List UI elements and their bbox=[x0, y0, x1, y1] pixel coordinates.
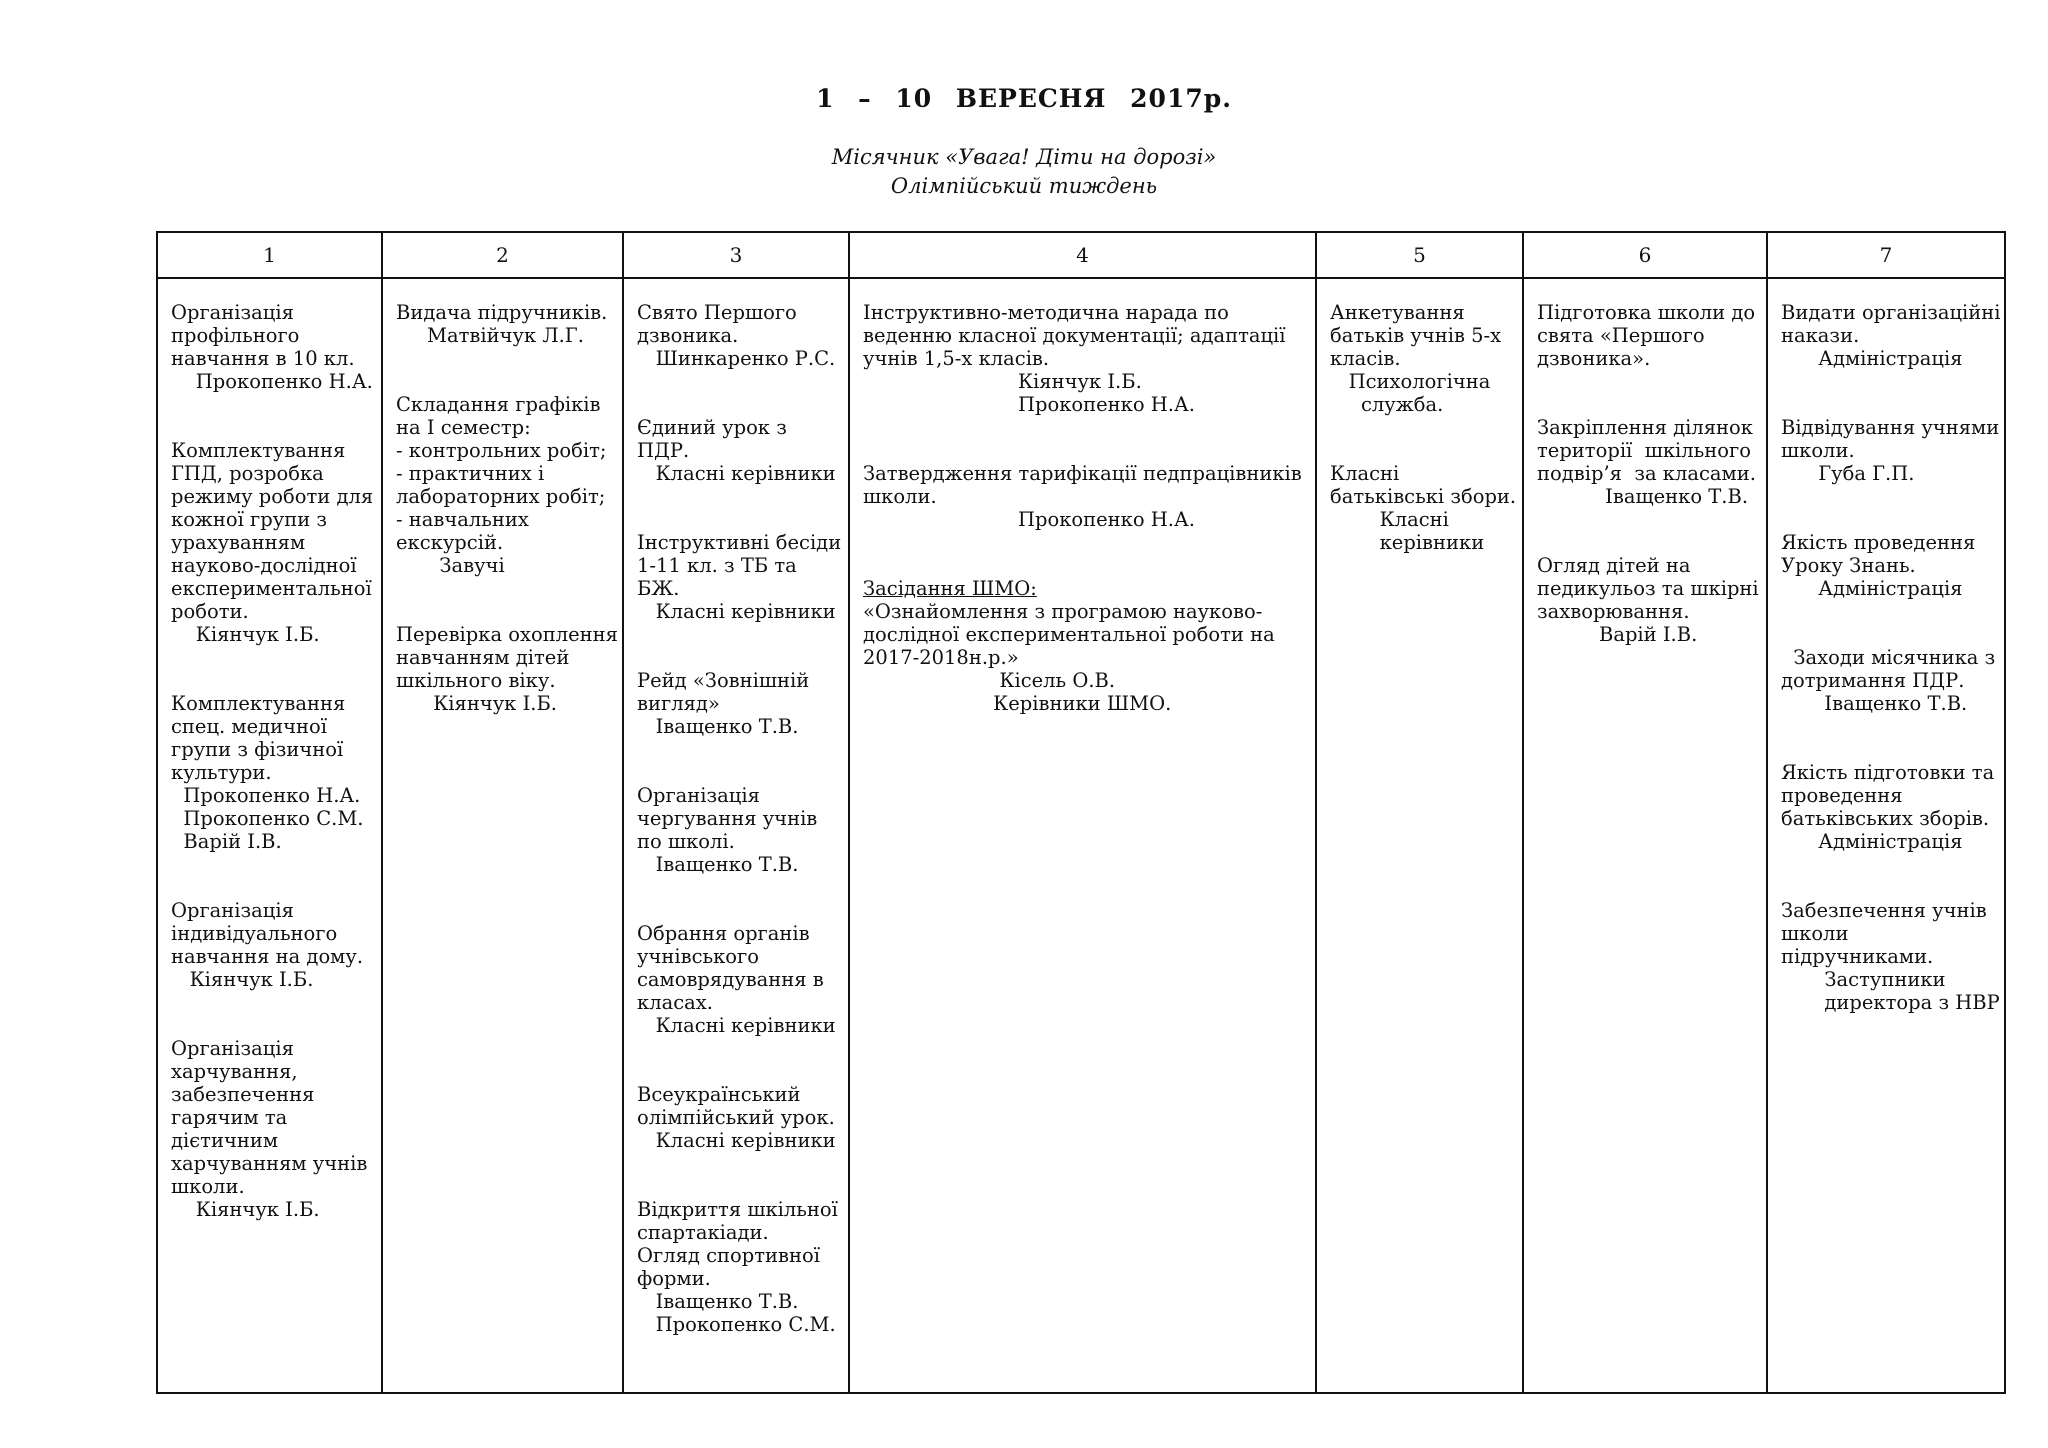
item-line: дослідної експериментальної роботи на bbox=[863, 623, 1275, 646]
item-line: Адміністрація bbox=[1781, 830, 1963, 853]
item-line: Обрання органів bbox=[637, 922, 810, 945]
item-line: кожної групи з bbox=[171, 508, 328, 531]
item-line: учнів 1,5-х класів. bbox=[863, 347, 1050, 370]
item-line: підручниками. bbox=[1781, 945, 1934, 968]
item-line: Класні bbox=[1330, 508, 1449, 531]
item-line: директора з НВР bbox=[1781, 991, 2000, 1014]
item-line: олімпійський урок. bbox=[637, 1106, 835, 1129]
item-line: Психологічна bbox=[1330, 370, 1491, 393]
item-line: ПДР. bbox=[637, 439, 690, 462]
item-line: Прокопенко С.М. bbox=[171, 807, 364, 830]
item-line: дієтичним bbox=[171, 1129, 279, 1152]
item-line: Підготовка школи до bbox=[1537, 301, 1756, 324]
plan-item bbox=[637, 922, 840, 1037]
column-cell-1 bbox=[157, 278, 382, 1393]
item-line: Прокопенко Н.А. bbox=[171, 370, 373, 393]
plan-item bbox=[1330, 301, 1514, 416]
plan-item bbox=[1781, 646, 1996, 715]
item-line: класах. bbox=[637, 991, 713, 1014]
item-line: урахуванням bbox=[171, 531, 306, 554]
plan-item bbox=[1537, 416, 1758, 508]
item-line: Класні керівники bbox=[637, 600, 836, 623]
column-header-7: 7 bbox=[1767, 232, 2005, 278]
item-line: - навчальних bbox=[396, 508, 529, 531]
item-line: Адміністрація bbox=[1781, 577, 1963, 600]
item-line: Комплектування bbox=[171, 692, 346, 715]
plan-item bbox=[1537, 301, 1758, 370]
item-line: Кіянчук І.Б. bbox=[171, 623, 320, 646]
plan-item bbox=[637, 784, 840, 876]
item-line: Огляд дітей на bbox=[1537, 554, 1691, 577]
plan-item bbox=[171, 1037, 373, 1221]
item-line: Кісель О.В. bbox=[863, 669, 1116, 692]
item-line: Іващенко Т.В. bbox=[637, 715, 799, 738]
item-line: педикульоз та шкірні bbox=[1537, 577, 1759, 600]
item-line: Якість підготовки та bbox=[1781, 761, 1995, 784]
plan-item bbox=[637, 301, 840, 370]
content-row bbox=[157, 278, 2005, 1393]
item-line: Свято Першого bbox=[637, 301, 797, 324]
item-line: Видача підручників. bbox=[396, 301, 608, 324]
item-line: Кіянчук І.Б. bbox=[863, 370, 1142, 393]
item-line: Керівники ШМО. bbox=[863, 692, 1172, 715]
item-line: Варій І.В. bbox=[1537, 623, 1698, 646]
item-line: служба. bbox=[1330, 393, 1444, 416]
item-line: ГПД, розробка bbox=[171, 462, 324, 485]
item-line: Комплектування bbox=[171, 439, 346, 462]
item-line: Прокопенко Н.А. bbox=[863, 508, 1195, 531]
page-title: 1 – 10 ВЕРЕСНЯ 2017р. bbox=[816, 84, 1232, 113]
item-line: школи bbox=[1781, 922, 1849, 945]
item-line: Закріплення ділянок bbox=[1537, 416, 1753, 439]
column-cell-3 bbox=[623, 278, 849, 1393]
item-line: лабораторних робіт; bbox=[396, 485, 606, 508]
item-line: Кіянчук І.Б. bbox=[396, 692, 557, 715]
item-line: батьків учнів 5-х bbox=[1330, 324, 1502, 347]
column-cell-2 bbox=[382, 278, 623, 1393]
item-line: школи. bbox=[171, 1175, 245, 1198]
item-line: Інструктивні бесіди bbox=[637, 531, 842, 554]
column-header-2: 2 bbox=[382, 232, 623, 278]
item-line: харчуванням учнів bbox=[171, 1152, 368, 1175]
plan-item bbox=[637, 669, 840, 738]
item-line: Іващенко Т.В. bbox=[637, 853, 799, 876]
column-cell-7 bbox=[1767, 278, 2005, 1393]
item-line: чергування учнів bbox=[637, 807, 818, 830]
plan-item bbox=[1781, 899, 2000, 1014]
item-line: учнівського bbox=[637, 945, 759, 968]
plan-item bbox=[863, 301, 1307, 416]
item-line: навчання на дому. bbox=[171, 945, 364, 968]
plan-item bbox=[637, 1083, 840, 1152]
item-line: Адміністрація bbox=[1781, 347, 1963, 370]
plan-item bbox=[171, 439, 373, 646]
item-line: веденню класної документації; адаптації bbox=[863, 324, 1286, 347]
item-line: Відвідування учнями bbox=[1781, 416, 2000, 439]
plan-item bbox=[863, 462, 1307, 531]
plan-item bbox=[1781, 416, 2000, 485]
item-line: Прокопенко Н.А. bbox=[171, 784, 361, 807]
item-line: дзвоника». bbox=[1537, 347, 1651, 370]
item-line: Класні керівники bbox=[637, 1014, 836, 1037]
item-line: Варій І.В. bbox=[171, 830, 282, 853]
item-line: «Ознайомлення з програмою науково- bbox=[863, 600, 1263, 623]
item-line: Відкриття шкільної bbox=[637, 1198, 838, 1221]
item-line: Організація bbox=[171, 899, 294, 922]
item-line: Забезпечення учнів bbox=[1781, 899, 1987, 922]
column-cell-5 bbox=[1316, 278, 1523, 1393]
item-line: на І семестр: bbox=[396, 416, 531, 439]
item-line: дзвоника. bbox=[637, 324, 739, 347]
item-line: Всеукраїнський bbox=[637, 1083, 801, 1106]
item-line: самоврядування в bbox=[637, 968, 824, 991]
item-line: експериментальної bbox=[171, 577, 372, 600]
item-line: подвір’я за класами. bbox=[1537, 462, 1756, 485]
item-line: Уроку Знань. bbox=[1781, 554, 1916, 577]
item-line: Прокопенко С.М. bbox=[637, 1313, 836, 1336]
item-line: - контрольних робіт; bbox=[396, 439, 607, 462]
item-line: Анкетування bbox=[1330, 301, 1465, 324]
item-line: по школі. bbox=[637, 830, 735, 853]
item-line: Затвердження тарифікації педпрацівників bbox=[863, 462, 1302, 485]
item-line: режиму роботи для bbox=[171, 485, 374, 508]
item-line: роботи. bbox=[171, 600, 249, 623]
item-line: території шкільного bbox=[1537, 439, 1751, 462]
plan-item bbox=[171, 899, 373, 991]
item-line: Якість проведення bbox=[1781, 531, 1976, 554]
plan-item bbox=[637, 1198, 840, 1336]
item-line: класів. bbox=[1330, 347, 1401, 370]
item-line: Завучі bbox=[396, 554, 505, 577]
item-line: спец. медичної bbox=[171, 715, 327, 738]
plan-item bbox=[1330, 462, 1517, 554]
item-line: Прокопенко Н.А. bbox=[863, 393, 1195, 416]
item-line: культури. bbox=[171, 761, 272, 784]
item-line: Огляд спортивної bbox=[637, 1244, 820, 1267]
item-line: Іващенко Т.В. bbox=[1781, 692, 1968, 715]
item-line: Інструктивно-методична нарада по bbox=[863, 301, 1229, 324]
item-line: групи з фізичної bbox=[171, 738, 344, 761]
item-line: науково-дослідної bbox=[171, 554, 357, 577]
plan-item bbox=[171, 301, 373, 393]
plan-item bbox=[396, 393, 614, 577]
item-line: БЖ. bbox=[637, 577, 680, 600]
item-heading: Засідання ШМО: bbox=[863, 577, 1037, 600]
column-header-5: 5 bbox=[1316, 232, 1523, 278]
item-line: шкільного віку. bbox=[396, 669, 556, 692]
plan-table bbox=[156, 231, 2006, 1394]
column-header-1: 1 bbox=[157, 232, 382, 278]
plan-item bbox=[396, 623, 618, 715]
item-line: екскурсій. bbox=[396, 531, 504, 554]
item-line: Організація bbox=[637, 784, 760, 807]
item-line: керівники bbox=[1330, 531, 1485, 554]
item-line: Іващенко Т.В. bbox=[637, 1290, 799, 1313]
item-line: Класні керівники bbox=[637, 1129, 836, 1152]
plan-item bbox=[1781, 301, 2001, 370]
item-line: Шинкаренко Р.С. bbox=[637, 347, 836, 370]
plan-item bbox=[863, 577, 1307, 715]
item-line: школи. bbox=[1781, 439, 1855, 462]
item-line: Організація bbox=[171, 1037, 294, 1060]
item-line: школи. bbox=[863, 485, 937, 508]
item-line: форми. bbox=[637, 1267, 711, 1290]
column-cell-4 bbox=[849, 278, 1316, 1393]
item-line: Іващенко Т.В. bbox=[1537, 485, 1749, 508]
column-header-6: 6 bbox=[1523, 232, 1767, 278]
item-line: Складання графіків bbox=[396, 393, 601, 416]
plan-item bbox=[1781, 531, 1996, 600]
item-line: - практичних і bbox=[396, 462, 545, 485]
item-line: профільного bbox=[171, 324, 300, 347]
column-header-4: 4 bbox=[849, 232, 1316, 278]
item-line: Класні bbox=[1330, 462, 1400, 485]
item-line: Класні керівники bbox=[637, 462, 836, 485]
item-line: вигляд» bbox=[637, 692, 720, 715]
item-line: Рейд «Зовнішній bbox=[637, 669, 810, 692]
item-line: Єдиний урок з bbox=[637, 416, 787, 439]
item-line: Заступники bbox=[1781, 968, 1946, 991]
column-cell-6 bbox=[1523, 278, 1767, 1393]
subtitle-month: Місячник «Увага! Діти на дорозі» bbox=[831, 145, 1217, 169]
item-line: спартакіади. bbox=[637, 1221, 769, 1244]
item-line: Організація bbox=[171, 301, 294, 324]
item-line: забезпечення bbox=[171, 1083, 315, 1106]
item-line: накази. bbox=[1781, 324, 1860, 347]
item-line: Видати організаційні bbox=[1781, 301, 2001, 324]
plan-item bbox=[637, 531, 840, 623]
plan-item bbox=[171, 692, 373, 853]
item-line: захворювання. bbox=[1537, 600, 1690, 623]
item-line: батьківських зборів. bbox=[1781, 807, 1990, 830]
plan-item bbox=[1781, 761, 1996, 853]
item-line: проведення bbox=[1781, 784, 1903, 807]
item-line: Матвійчук Л.Г. bbox=[396, 324, 584, 347]
item-line: навчанням дітей bbox=[396, 646, 570, 669]
column-header-3: 3 bbox=[623, 232, 849, 278]
item-line: Перевірка охоплення bbox=[396, 623, 618, 646]
item-line: Кіянчук І.Б. bbox=[171, 968, 314, 991]
plan-item bbox=[637, 416, 840, 485]
item-line: дотримання ПДР. bbox=[1781, 669, 1965, 692]
item-line: свята «Першого bbox=[1537, 324, 1705, 347]
item-line: індивідуального bbox=[171, 922, 338, 945]
item-line: батьківські збори. bbox=[1330, 485, 1517, 508]
plan-item bbox=[396, 301, 614, 347]
item-line: харчування, bbox=[171, 1060, 298, 1083]
item-line: навчання в 10 кл. bbox=[171, 347, 355, 370]
item-line: 1-11 кл. з ТБ та bbox=[637, 554, 797, 577]
header-row bbox=[157, 232, 2005, 278]
item-line: Губа Г.П. bbox=[1781, 462, 1915, 485]
plan-item bbox=[1537, 554, 1758, 646]
item-line: Заходи місячника з bbox=[1781, 646, 1996, 669]
item-line: гарячим та bbox=[171, 1106, 288, 1129]
item-line: Кіянчук І.Б. bbox=[171, 1198, 320, 1221]
subtitle-week: Олімпійський тиждень bbox=[890, 174, 1158, 198]
item-line: 2017-2018н.р.» bbox=[863, 646, 1019, 669]
